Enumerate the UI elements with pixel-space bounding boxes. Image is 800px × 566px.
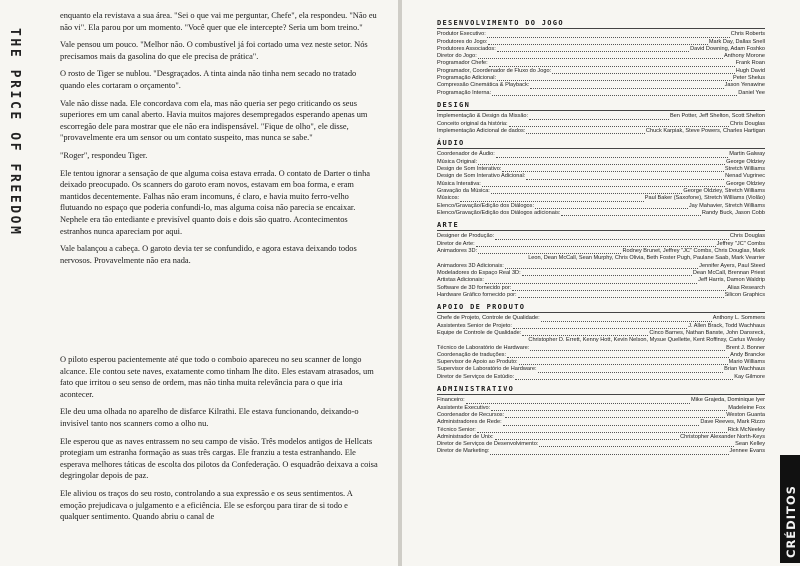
credit-row	[437, 323, 765, 330]
credit-row	[437, 128, 765, 135]
credit-names: George Oldziey	[726, 158, 765, 165]
credit-row	[437, 39, 765, 46]
credit-row	[437, 263, 765, 270]
dot-leader	[513, 328, 687, 329]
credit-row	[437, 31, 765, 38]
credit-names: George Oldziey	[726, 180, 765, 187]
left-page	[0, 0, 398, 566]
credit-names: Rodney Brunet, Jeffrey "JC" Combs, Chris Douglas, Mark	[622, 248, 765, 255]
credit-role: Elenco/Gravação/Edição dos Diálogos adicionais:	[437, 209, 561, 216]
credit-role: Animadores 3D Adicionais:	[437, 262, 504, 269]
dot-leader	[538, 372, 724, 373]
credit-role: Financeiro:	[437, 397, 465, 404]
dot-leader	[495, 439, 680, 440]
dot-leader	[519, 364, 728, 365]
story-text-top	[60, 10, 378, 272]
dot-leader	[530, 88, 723, 89]
dot-leader	[529, 119, 669, 120]
credit-role: Animadores 3D:	[437, 248, 478, 255]
credit-role: Assistentes Senior de Projeto:	[437, 322, 512, 329]
credit-names: Martin Galway	[729, 151, 765, 158]
credit-role: Programador Chefe:	[437, 60, 488, 67]
credit-row	[437, 345, 765, 352]
credit-row	[437, 427, 765, 434]
credit-names: Randy Buck, Jason Cobb	[701, 209, 765, 216]
credit-names: Ben Potter, Jeff Shelton, Scott Shelton	[669, 113, 765, 120]
credit-row	[437, 173, 765, 180]
credit-names: Brent J. Bonner	[726, 344, 765, 351]
credit-row	[437, 181, 765, 188]
dot-leader	[509, 126, 729, 127]
dot-leader	[488, 44, 707, 45]
credit-names: Mark Day, Dallas Snell	[708, 38, 765, 45]
credits-tab	[780, 455, 800, 563]
credit-role: Conceito original da história:	[437, 120, 508, 127]
credit-row	[437, 210, 765, 217]
credit-row	[437, 419, 765, 426]
credit-row	[437, 159, 765, 166]
credits-list	[437, 20, 765, 461]
credit-names: Mario Williams	[728, 359, 765, 366]
credit-names: Chris Roberts	[730, 31, 765, 38]
credit-row	[437, 448, 765, 455]
credit-row	[437, 292, 765, 299]
credit-names: Anthony L. Sommers	[712, 315, 765, 322]
credit-names: George Oldziey, Stretch Williams	[683, 187, 765, 194]
credit-names: David Downing, Adam Foshko	[690, 45, 765, 52]
dot-leader	[502, 171, 724, 172]
credit-names-continued: Leon, Dean McCall, Sean Murphy, Chris Olivia, Beth Foster Pugh, Paulane Saab, Mark Vearrier	[528, 255, 765, 262]
dot-leader	[489, 66, 735, 67]
credit-role: Equipe de Controle de Qualidade:	[437, 329, 522, 336]
dot-leader	[539, 446, 734, 447]
credit-names: Nenad Vugrinec	[725, 173, 765, 180]
credit-row	[437, 46, 765, 53]
credit-row	[437, 434, 765, 441]
dot-leader	[476, 246, 716, 247]
credit-names: Alias Research	[727, 284, 765, 291]
credit-role: Implementação Adicional de dados:	[437, 127, 526, 134]
credit-row	[437, 315, 765, 322]
credit-names: Chris Douglas	[729, 233, 765, 240]
dot-leader	[541, 321, 712, 322]
dot-leader	[495, 239, 729, 240]
credit-row	[437, 53, 765, 60]
credit-row	[437, 285, 765, 292]
credit-row	[437, 166, 765, 173]
credit-names: Rick McNeeley	[727, 426, 765, 433]
dot-leader	[561, 215, 700, 216]
dot-leader	[482, 186, 725, 187]
section-title: DESENVOLVIMENTO DO JOGO	[437, 20, 765, 29]
dot-leader	[497, 80, 732, 81]
credit-names: Jeffrey "JC" Combs	[716, 240, 765, 247]
section-title: ADMINISTRATIVO	[437, 386, 765, 395]
credit-role: Diretor de Serviços de Desenvolvimento:	[437, 441, 539, 448]
credit-row	[437, 366, 765, 373]
credit-row	[437, 188, 765, 195]
section-title: DESIGN	[437, 102, 765, 111]
dot-leader	[515, 379, 733, 380]
dot-leader	[505, 417, 725, 418]
credits-section	[437, 102, 765, 135]
credit-row	[437, 121, 765, 128]
credit-role: Elenco/Gravação/Edição dos Diálogos:	[437, 202, 535, 209]
credit-names: J. Allen Brack, Todd Wachhaus	[688, 322, 765, 329]
credit-row	[437, 203, 765, 210]
credit-names: Silicon Graphics	[724, 291, 765, 298]
dot-leader	[530, 350, 725, 351]
paragraph: "Roger", respondeu Tiger.	[60, 150, 148, 160]
credit-row	[437, 151, 765, 158]
paragraph: O piloto esperou pacientemente até que todo o comboio apareceu no seu scanner de longo alcance. Ele contou sete naves, exatamente como tinham lhe dito. Eles estavam atrasados, um fato que irritou o seu senso de ordem, mas não tinha muita relevância para o que iria acontecer.	[60, 355, 374, 399]
section-title: APOIO DE PRODUTO	[437, 304, 765, 313]
credit-names: Chuck Karpiak, Steve Powers, Charles Hartigan	[645, 127, 765, 134]
credit-role: Produtor Executivo:	[437, 31, 486, 38]
credit-names: Weston Guanta	[726, 411, 765, 418]
dot-leader	[478, 253, 621, 254]
credit-names: Chris Douglas	[729, 120, 765, 127]
credit-row	[437, 233, 765, 240]
credit-role: Programação Adicional:	[437, 75, 497, 82]
credit-role: Gravação da Música:	[437, 187, 490, 194]
credit-row	[437, 330, 765, 337]
section-title: ÁUDIO	[437, 140, 765, 149]
dot-leader	[552, 73, 735, 74]
credit-role: Diretor de Marketing:	[437, 448, 490, 455]
dot-leader	[491, 410, 727, 411]
credit-names-continued: Christopher D. Errett, Kenny Hott, Kevin Nelson, Mysue Quellette, Kent Roffinsy, Carlus Wesley	[528, 337, 765, 344]
credit-role: Diretor do Jogo:	[437, 53, 477, 60]
credit-row	[437, 68, 765, 75]
credits-section	[437, 20, 765, 97]
dot-leader	[512, 290, 726, 291]
credit-row	[437, 441, 765, 448]
credit-names: Mike Grajeda, Dominique Iyer	[691, 397, 765, 404]
credit-role: Coordenação de traduções:	[437, 351, 507, 358]
credit-row	[437, 113, 765, 120]
paragraph: O rosto de Tiger se nublou. "Desgraçados. A tinta ainda não tinha nem secado no tratado quando eles cortaram o orçamento".	[60, 69, 357, 90]
paragraph: enquanto ela revistava a sua área. "Sei o que vai me perguntar, Chefe", ela respondeu. "Não eu não vi". Ela parou por um momento. "Você quer que ele intercepte? Seria um bom treino."	[60, 11, 377, 32]
dot-leader	[485, 283, 697, 284]
credit-row	[437, 82, 765, 89]
dot-leader	[535, 208, 688, 209]
dot-leader	[491, 193, 682, 194]
credit-role: Implementação & Design da Missão:	[437, 113, 529, 120]
paragraph: Ele aliviou os traços do seu rosto, controlando a sua expressão e os seus sentimentos. A emoção prejudicava o julgamento e a eficiência. Ele se esforçou para tirar de si todo e qualquer sentimento. Quando abriu o canal de	[60, 488, 353, 522]
paragraph: Ele esperou que as naves entrassem no seu campo de visão. Três modelos antigos de Hellcats protegiam um estranha formação as suas três cargas. Ele franziu a testa estranhando. Ele esperava melhores táticas de escolta dos pilotos da Confederação. O esquadrão deixava a coisa degringolar depois de paz.	[60, 436, 378, 481]
credit-role: Produtores do Jogo:	[437, 38, 488, 45]
credit-names: Sean Kelley	[735, 441, 765, 448]
credit-row	[437, 270, 765, 277]
credit-role: Diretor de Arte:	[437, 240, 475, 247]
credit-role: Design de Som Interativo:	[437, 166, 502, 173]
credit-role: Música Interativa:	[437, 180, 481, 187]
credit-row	[437, 359, 765, 366]
credit-role: Diretor de Serviços de Estúdio:	[437, 373, 515, 380]
dot-leader	[522, 275, 692, 276]
section-title: ARTE	[437, 222, 765, 231]
credit-role: Produtores Associados:	[437, 45, 496, 52]
credit-role: Músicos:	[437, 195, 460, 202]
credit-role: Assistente Executivo:	[437, 404, 491, 411]
credit-names: Peter Shelus	[732, 75, 765, 82]
credit-row	[437, 405, 765, 412]
credit-role: Técnico de Laboratório de Hardware:	[437, 344, 530, 351]
credit-role: Técnico Senior:	[437, 426, 476, 433]
story-text-bottom	[60, 354, 378, 529]
credit-names: Brian Wachhaus	[724, 366, 765, 373]
credit-role: Administrador de Unix:	[437, 433, 494, 440]
credit-names: Christopher Alexander North-Keys	[680, 433, 765, 440]
dot-leader	[460, 201, 644, 202]
dot-leader	[522, 335, 648, 336]
dot-leader	[487, 37, 730, 38]
credit-names: Jeff Harris, Damon Waldrip	[698, 277, 765, 284]
credit-row	[437, 241, 765, 248]
credit-row	[437, 412, 765, 419]
credit-role: Software de 3D fornecido por:	[437, 284, 512, 291]
credit-row	[437, 397, 765, 404]
credit-row	[437, 60, 765, 67]
dot-leader	[503, 425, 700, 426]
credit-names: Frank Roan	[735, 60, 765, 67]
credit-role: Música Original:	[437, 158, 478, 165]
dot-leader	[496, 157, 728, 158]
dot-leader	[477, 432, 727, 433]
credit-role: Coordenador de Áudio:	[437, 151, 495, 158]
credit-role: Artistas Adicionais:	[437, 277, 484, 284]
credit-names: Daniel Yee	[738, 89, 765, 96]
dot-leader	[478, 164, 725, 165]
credit-role: Modeladores do Espaço Real 3D:	[437, 269, 521, 276]
credits-section	[437, 386, 765, 456]
dot-leader	[505, 268, 698, 269]
dot-leader	[507, 357, 729, 358]
paragraph: Ele deu uma olhada no aparelho de disfarce Kilrathi. Ele estava funcionando, deixando-o invisível tanto nos scanners como a olho nu.	[60, 407, 359, 428]
credits-tab-label: CRÉDITOS	[784, 485, 798, 558]
credit-role: Supervisor de Laboratório de Hardware:	[437, 366, 537, 373]
paragraph: Vale balançou a cabeça. O garoto devia ter se confundido, e agora estava deixando todos nervosos. Provavelmente não era nada.	[60, 244, 357, 265]
running-title	[0, 28, 30, 328]
right-page	[402, 0, 800, 566]
credit-row	[437, 352, 765, 359]
credit-row	[437, 248, 765, 255]
running-title-text: THE PRICE OF FREEDOM	[7, 28, 22, 237]
credits-section	[437, 140, 765, 217]
credit-role: Hardware Gráfico fornecido por:	[437, 291, 517, 298]
credit-row	[437, 75, 765, 82]
credit-role: Programador, Coordenador de Fluxo do Jogo:	[437, 67, 552, 74]
dot-leader	[490, 454, 728, 455]
credit-names: Kay Gilmore	[734, 373, 765, 380]
credit-names: Dean McCall, Brennan Priest	[692, 269, 765, 276]
credit-names: Madeleine Fox	[728, 404, 765, 411]
credit-role: Programação Interna:	[437, 89, 492, 96]
dot-leader	[526, 179, 724, 180]
credit-names: Jason Yenawine	[724, 82, 765, 89]
paragraph: Ele tentou ignorar a sensação de que alguma coisa estava errada. O contato de Darter o tinha deixado preocupado. Os scanners do garoto eram novos, estavam em boa forma, e eram mantidos decentemente. Falhas não eram incomuns, é claro, e havia muito ferro-velho flutuando no espaço que poderia confundi-lo, mas alguma coisa não parecia se encaixar. Nephele era tão entediante e previsível quanto dois e dois são quatro. Acontecimentos estranhos nunca apareciam por aqui.	[60, 168, 370, 236]
credit-names: Cinco Barnes, Nathan Banste, John Dansreck,	[649, 329, 765, 336]
credit-names: Paul Baker (Saxofone), Stretch Williams (Violão)	[644, 195, 765, 202]
dot-leader	[497, 51, 689, 52]
credit-role: Administradores de Rede:	[437, 419, 502, 426]
credit-names: Jay Mahavier, Stretch Williams	[688, 202, 765, 209]
credit-row	[437, 90, 765, 97]
credit-role: Chefe de Projeto, Controle de Qualidade:	[437, 315, 540, 322]
credit-role: Designer de Produção:	[437, 233, 495, 240]
credit-role: Coordenador de Recursos:	[437, 411, 505, 418]
dot-leader	[526, 133, 645, 134]
credit-names: Hugh David	[735, 67, 765, 74]
paragraph: Vale pensou um pouco. "Melhor não. O combustível já foi cortado uma vez neste setor. Nós precisamos mais da gasolina do que ele precisa de prática".	[60, 40, 368, 61]
credit-row	[437, 277, 765, 284]
credit-names: Dave Reeves, Mark Rizzo	[700, 419, 765, 426]
credit-names: Jennifer Ayers, Paul Steed	[699, 262, 765, 269]
credit-names: Jennee Evans	[729, 448, 765, 455]
dot-leader	[518, 297, 724, 298]
credit-role: Design de Som Interativo Adicional:	[437, 173, 526, 180]
credits-section	[437, 222, 765, 299]
credit-role: Compressão Cinemática & Playback:	[437, 82, 530, 89]
paragraph: Vale não disse nada. Ele concordava com ela, mas não queria ser pego criticando os seus superiores em um canal aberto. Havia muitos majores desempregados esperando apenas um escorregão dele para mostrar que ele não era indispensável. "Fique de olho", ele disse, "provavelmente era um sensor ou um contato suspeito, mas nunca se sabe."	[60, 98, 368, 143]
dot-leader	[466, 403, 690, 404]
credit-row	[437, 374, 765, 381]
credit-row	[437, 195, 765, 202]
dot-leader	[492, 95, 737, 96]
credit-names: Stretch Williams	[724, 166, 765, 173]
credit-role: Supervisor de Apoio ao Produto:	[437, 359, 518, 366]
dot-leader	[478, 58, 723, 59]
credit-names: Anthony Morone	[723, 53, 765, 60]
credits-section	[437, 304, 765, 381]
credit-names: Andy Brancke	[730, 351, 765, 358]
